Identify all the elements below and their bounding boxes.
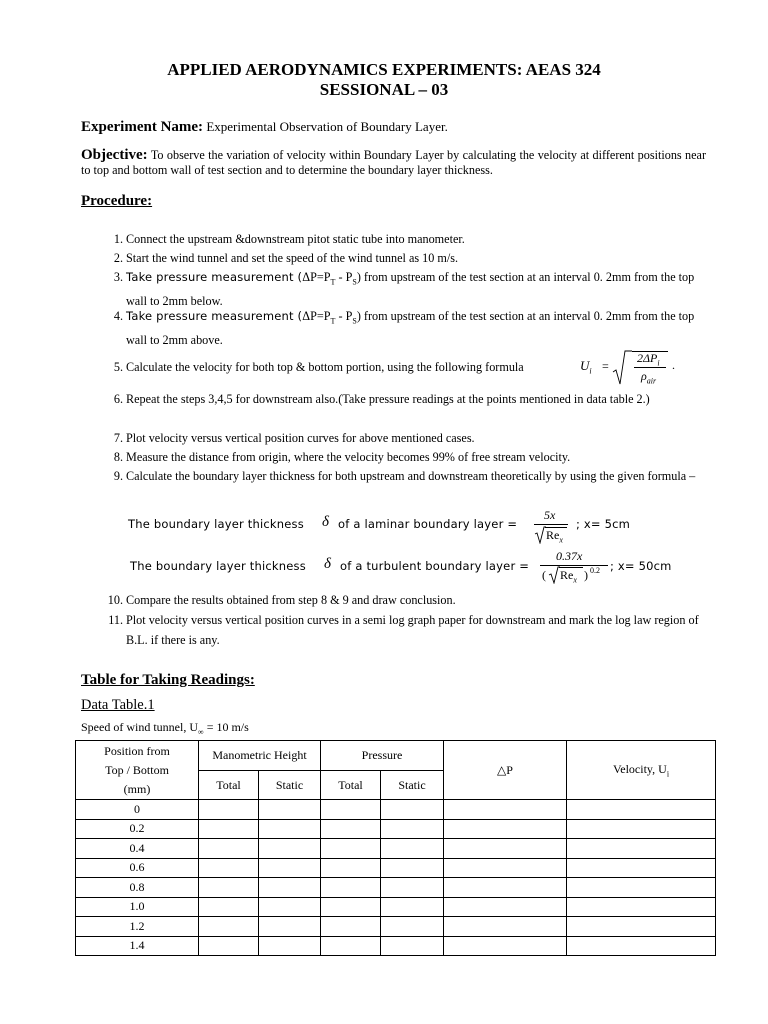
table-row: 1.0 (76, 897, 716, 917)
experiment-label: Experiment Name: (81, 119, 204, 135)
document-title: APPLIED AERODYNAMICS EXPERIMENTS: AEAS 324 (167, 60, 601, 79)
header-velocity: Velocity, $U_i$ (567, 741, 716, 800)
document-page: APPLIED AERODYNAMICS EXPERIMENTS: AEAS 324 SESSIONAL – 03 Experiment Name: Experimental Observation of Boundary Layer. Objective: To observe the variation of velocity within Boundary Layer by calculating the velocity at different positions near to top and bottom wall of test section and to determine the boundary layer thickness. Procedure: 1. Connect the upstream &downstream pitot static tube into manometer. 2. Start the wind tunnel and set the speed of the wind tunnel as 10 m/s. 3. Take pressure measurement $(\Delta P=P_T - P_S)$ from upstream of the test section at an interval 0. 2mm from the top wall to 2mm below. 4. Take pressure measurement $(\Delta P=P_T - P_S)$ from upstream of the test section at an interval 0. 2mm from the top wall to 2mm above. 5. Calculate the velocity for both top & bottom portion, using the following formula $U_i$ = $2\Delta P_i$ $\rho_{air}$ . 6. Repeat the steps 3,4,5 for downstream also.(Take pressure readings at the points mentioned in data table 2.) 7. Plot velocity versus vertical position curves for above mentioned cases. 8. Measure the distance from origin, where the velocity becomes 99% of free stream velocity. 9. Calculate the boundary layer thickness for both upstream and downstream theoretically by using the given formula – The boundary layer thickness δ of a laminar boundary layer = 5x $Re_x$ ; x= 5cm The boundary layer thickness δ of a turbulent boundary layer = 0.37x ( $Re_x$ ) 0.2 ; x= 50cm 10. Compare the results obtained from step 8 & 9 and draw conclusion. 11. Plot velocity versus vertical position curves in a semi log graph paper for downstream and mark the log law region of B.L. if there is any. Table for Taking Readings: Data Table.1 Speed of wind tunnel, $U_\infty = 10$ m/s Position from Top / Bottom (mm) Manometric Height Pressure △P Velocity, $U_i$ Total Static Total Static 0 0.2 0.4 0.6 0.8 1.0 1.2 1.4 (0, 0, 768, 1024)
data-table-title: Data Table.1 (81, 697, 155, 713)
turbulent-formula: The boundary layer thickness δ of a turbulent boundary layer = 0.37x ( $Re_x$ ) 0.2 ; x= 50cm (130, 549, 672, 585)
objective-label: Objective: (81, 147, 148, 163)
table-row: 0.4 (76, 839, 716, 859)
header-position: Position from Top / Bottom (mm) (76, 741, 199, 800)
table-row: 0.6 (76, 858, 716, 878)
table-row: 0.8 (76, 878, 716, 898)
header-manometric: Manometric Height (199, 741, 321, 771)
experiment-name (81, 119, 448, 136)
readings-heading: Table for Taking Readings: (81, 672, 255, 688)
table-row: 0 (76, 800, 716, 820)
header-total: Total (199, 771, 259, 800)
data-table (75, 740, 716, 956)
table-row: 1.4 (76, 936, 716, 956)
sqrt-icon (612, 350, 632, 386)
wind-speed: Speed of wind tunnel, $U_\infty = 10$ m/s (81, 720, 249, 737)
laminar-formula: The boundary layer thickness δ of a laminar boundary layer = 5x $Re_x$ ; x= 5cm (128, 508, 631, 545)
velocity-formula: $U_i$ = $2\Delta P_i$ $\rho_{air}$ . (580, 351, 675, 386)
objective-text: To observe the variation of velocity within Boundary Layer by calculating the velocity at different positions near to top and bottom wall of test section and to determine the boundary layer thickness. (81, 148, 707, 177)
header-delta-p: △P (444, 741, 567, 800)
experiment-value: Experimental Observation of Boundary Layer. (206, 119, 448, 134)
header-total: Total (321, 771, 381, 800)
header-static: Static (381, 771, 444, 800)
header-pressure: Pressure (321, 741, 444, 771)
header-static: Static (259, 771, 321, 800)
table-row: 0.2 (76, 819, 716, 839)
table-row: 1.2 (76, 917, 716, 937)
document-subtitle: SESSIONAL – 03 (319, 80, 449, 99)
procedure-heading: Procedure: (81, 193, 153, 209)
objective (81, 148, 706, 177)
